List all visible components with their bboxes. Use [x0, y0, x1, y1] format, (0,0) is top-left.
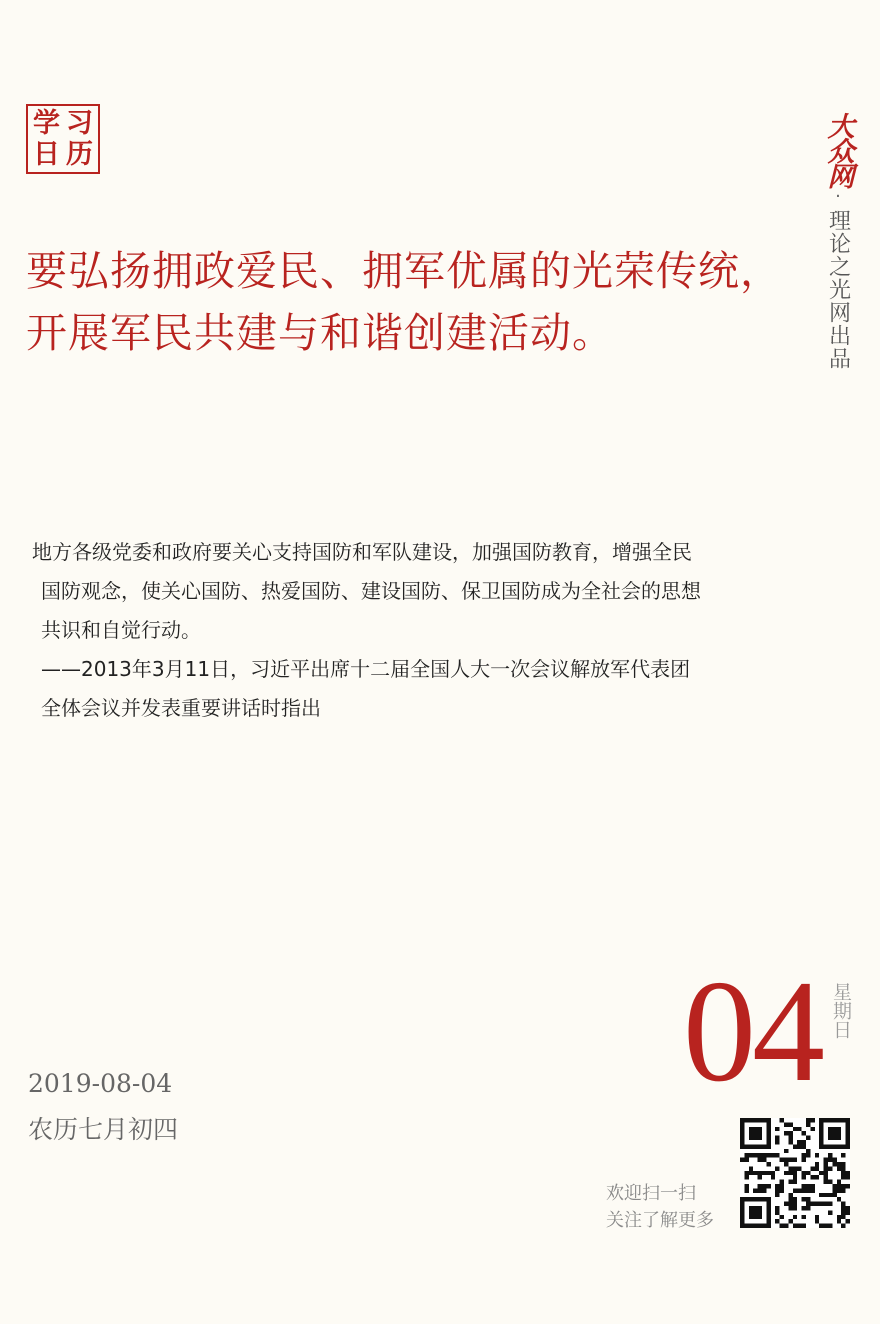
quote-source: ——2013年3月11日，习近平出席十二届全国人大一次会议解放军代表团	[41, 657, 691, 681]
xuexi-rili-logo	[26, 104, 100, 174]
logo-char-2: 习	[66, 108, 93, 139]
brand-subtitle: 理论之光网出品	[825, 209, 851, 370]
quote-line: 地方各级党委和政府要关心支持国防和军队建设，加强国防教育，增强全民	[32, 540, 692, 564]
quote-block	[32, 533, 812, 728]
weekday: 星期日	[830, 982, 852, 1039]
logo-char-1: 学	[33, 108, 60, 139]
scan-line-1: 欢迎扫一扫	[606, 1183, 696, 1204]
brand-vertical	[818, 112, 858, 370]
quote-source: 全体会议并发表重要讲话时指出	[41, 696, 321, 720]
gregorian-date: 2019-08-04	[28, 1069, 173, 1098]
qr-code-icon[interactable]	[740, 1118, 850, 1228]
headline: 要弘扬拥政爱民、拥军优属的光荣传统，开展军民共建与和谐创建活动。	[26, 247, 782, 357]
lunar-date: 农历七月初四	[28, 1115, 179, 1144]
dazhong-logo: 大众网	[822, 112, 854, 187]
brand-separator: ·	[835, 186, 841, 207]
day-number: 04	[683, 950, 821, 1112]
scan-line-2: 关注了解更多	[606, 1210, 714, 1231]
logo-char-4: 历	[66, 139, 93, 170]
quote-line: 国防观念，使关心国防、热爱国防、建设国防、保卫国防成为全社会的思想	[41, 579, 701, 603]
scan-prompt	[606, 1180, 732, 1234]
quote-line: 共识和自觉行动。	[41, 618, 201, 642]
logo-char-3: 日	[33, 139, 60, 170]
